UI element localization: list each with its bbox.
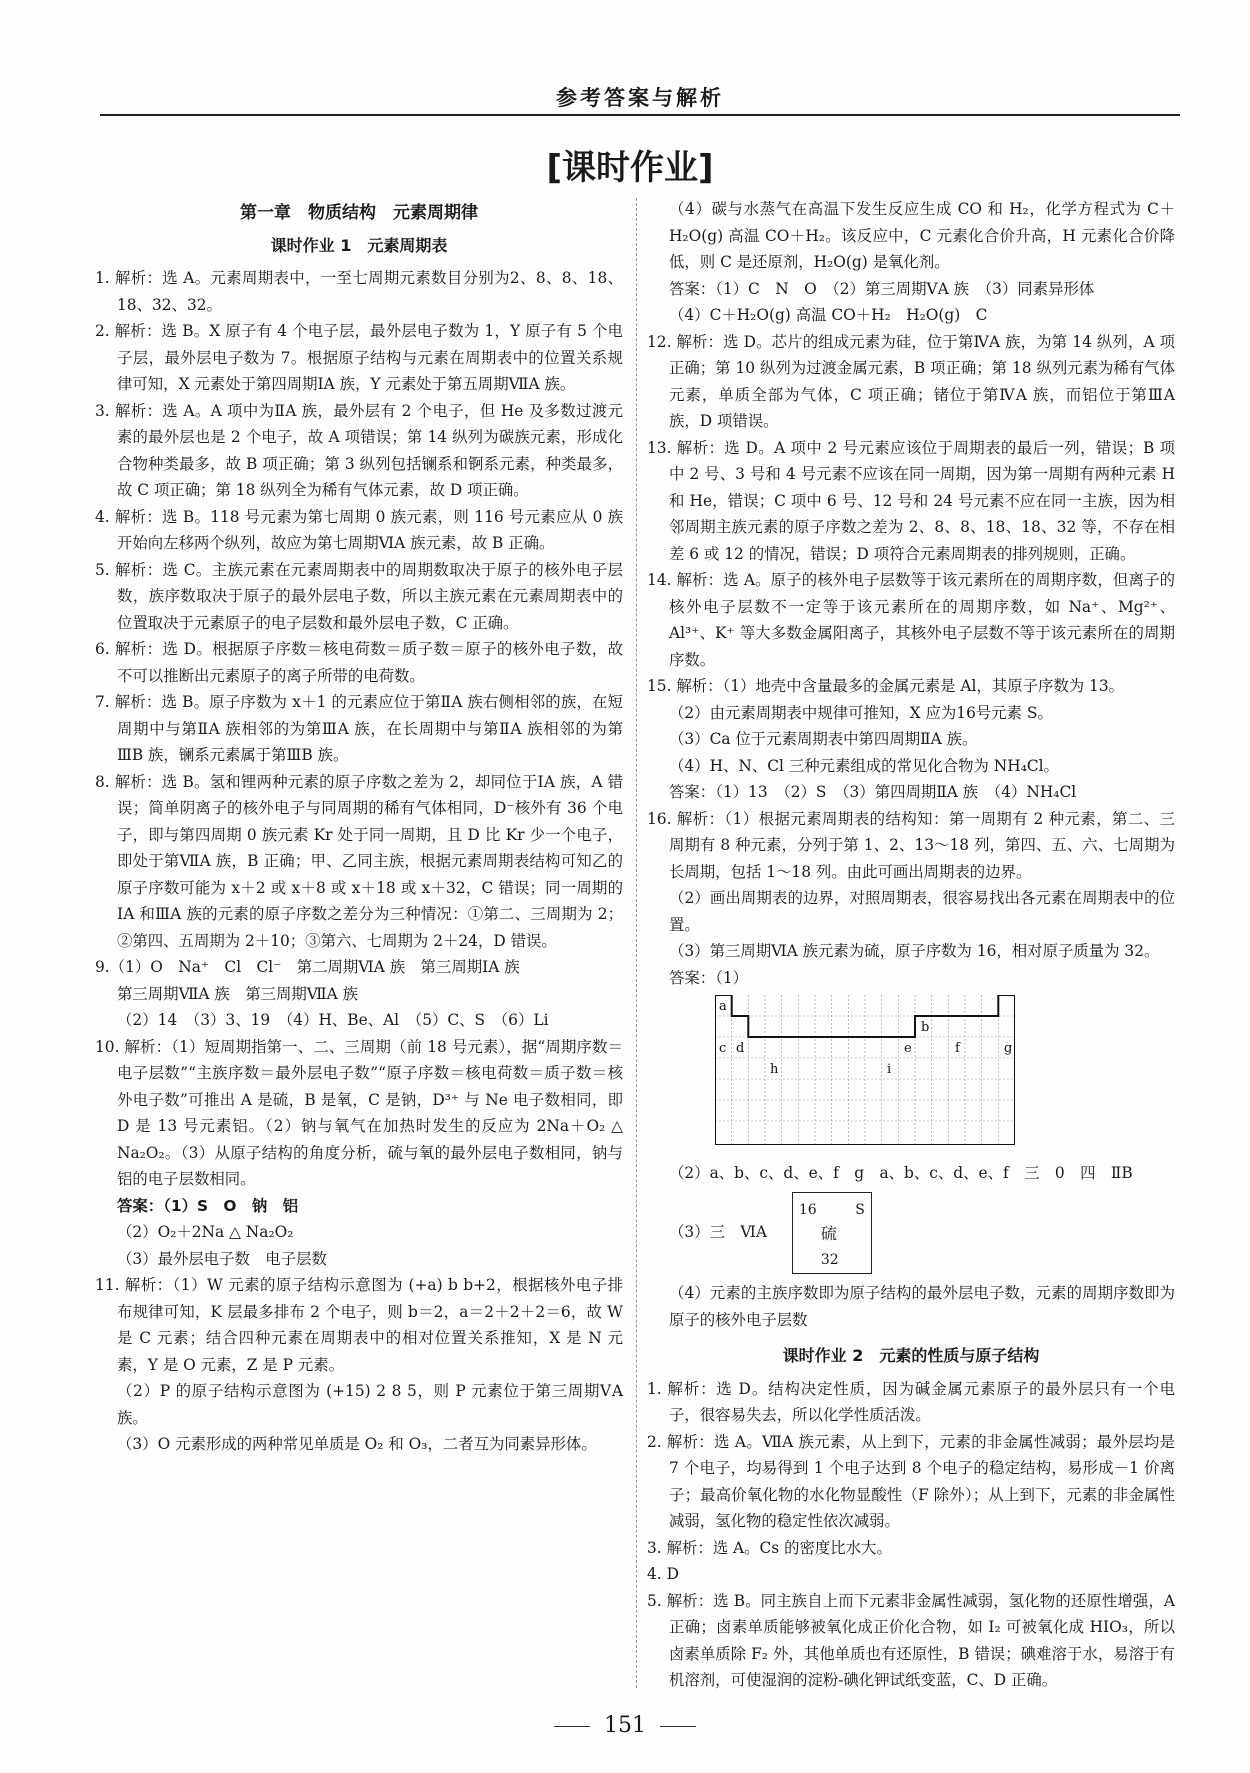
answer-item: 3. 解析：选 A。Cs 的密度比水大。 [647,1538,892,1557]
answer-item: 10. 解析：（1）短周期指第一、二、三周期（前 18 号元素），据“周期序数＝电子层数”“主族序数＝最外层电子数”“原子序数＝核电荷数＝质子数＝核外电子数”可推出 A 是硫，B 是氧，C 是钠，D³⁺ 与 Ne 电子数相同，即 D 是 13 号元素铝。（2）钠与氧气在加热时发生的反应为 2Na＋O₂ △ Na₂O₂。（3）从原子结构的角度分析，硫与氧的最外层电子数相同，钠与铝的电子层数相同。 [95,1037,623,1188]
answer-item: （3）第三周期ⅥA 族元素为硫，原子序数为 16，相对原子质量为 32。 [669,942,1160,960]
running-header [100,78,1180,116]
answer-item: （2）O₂＋2Na △ Na₂O₂ [117,1223,294,1241]
answer-item: 5. 解析：选 C。主族元素在元素周期表中的周期数取决于原子的核外电子层数，族序数取决于原子的最外层电子数，所以主族元素在元素周期表中的位置取决于元素原子的电子层数和最外层电子数，C 正确。 [95,560,623,632]
answer-item: 4. 解析：选 B。118 号元素为第七周期 0 族元素，则 116 号元素应从 0 族开始向左移两个纵列，故应为第七周期ⅥA 族元素，故 B 正确。 [95,507,623,552]
answer-item: 答案：（1）C N O （2）第三周期ⅤA 族 （3）同素异形体 [669,279,1095,298]
right-column [647,196,1175,1694]
answer-item: 15. 解析：（1）地壳中含量最多的金属元素是 Al，其原子序数为 13。 [647,677,1125,695]
grid-label-e: e [904,1041,912,1056]
grid-label-a: a [719,999,727,1014]
answer-item: 3. 解析：选 A。A 项中为ⅡA 族，最外层有 2 个电子，但 He 及多数过渡元素的最外层也是 2 个电子，故 A 项错误；第 14 纵列为碳族元素，形成化合物种类最多，故 B 项正确；第 3 纵列包括镧系和锕系元素，种类最多，故 C 项正确；第 18 纵列全为稀有气体元素，故 D 项正确。 [95,401,623,499]
answer-item: 14. 解析：选 A。原子的核外电子层数等于该元素所在的周期序数，但离子的核外电子层数不一定等于该元素所在的周期序数，如 Na⁺、Mg²⁺、Al³⁺、K⁺ 等大多数金属阳离子，其核外电子层数不等于该元素所在的周期序数。 [647,571,1175,669]
page-number-text: 151 [604,1713,646,1738]
element-symbol: S [855,1202,865,1218]
answer-item: 16. 解析：（1）根据元素周期表的结构知：第一周期有 2 种元素，第二、三周期有 8 种元素，分列于第 1、2、13～18 列，第四、五、六、七周期为长周期，包括 1～18 列。由此可画出周期表的边界。 [647,809,1175,881]
answer-item: （2）P 的原子结构示意图为 (+15) 2 8 5，则 P 元素位于第三周期ⅤA 族。 [117,1382,623,1427]
grid-label-h: h [770,1062,779,1077]
atomic-mass: 32 [820,1252,839,1268]
answer-item: 1. 解析：选 A。元素周期表中，一至七周期元素数目分别为2、8、8、18、18、32、32。 [95,269,623,314]
answer-item: 9.（1）O Na⁺ Cl Cl⁻ 第二周期ⅥA 族 第三周期ⅠA 族 [95,958,520,976]
page-dash-right [660,1726,696,1727]
answer-item: 答案：（1）13 （2）S （3）第四周期ⅡA 族 （4）NH₄Cl [669,783,1077,801]
answer-item: （3）O 元素形成的两种常见单质是 O₂ 和 O₃，二者互为同素异形体。 [117,1435,597,1453]
answer-text: （3）三 ⅥA [669,1223,767,1241]
grid-label-c: c [719,1041,727,1056]
answer-item: 12. 解析：选 D。芯片的组成元素为硅，位于第ⅣA 族，为第 14 纵列，A 项正确；第 10 纵列为过渡金属元素，B 项正确；第 18 纵列元素为稀有气体元素，单质全部为气体，C 项正确；锗位于第ⅣA 族，而铝位于第ⅢA 族，D 项错误。 [647,332,1175,430]
answer-item: 2. 解析：选 A。ⅦA 族元素，从上到下，元素的非金属性减弱；最外层均是 7 个电子，均易得到 1 个电子达到 8 个电子的稳定结构，易形成－1 价离子；最高价氧化物的水化物显酸性（F 除外）；从上到下，元素的非金属性减弱，氢化物的稳定性依次减弱。 [647,1432,1175,1530]
answer-item: 4. D [647,1565,679,1583]
answer-item: 答案：（1） [669,968,749,987]
banner-title: [课时作业] [546,148,714,188]
answer-item: （4）元素的主族序数即为原子结构的最外层电子数，元素的周期序数即为原子的核外电子层数 [669,1284,1175,1329]
answer-item: 答案：（1）S O 钠 铝 [117,1196,299,1215]
answer-item: （2）a、b、c、d、e、f g a、b、c、d、e、f 三 0 四 ⅡB [669,1163,1133,1182]
answer-item: （3）Ca 位于元素周期表中第四周期ⅡA 族。 [669,730,978,748]
answer-item: （2）14 （3）3、19 （4）H、Be、Al （5）C、S （6）Li [117,1011,549,1029]
answer-item-with-box [647,1192,1175,1274]
page-number [0,1713,1250,1738]
header-rule [100,114,1180,116]
grid-label-i: i [887,1062,892,1077]
answer-item: （3）最外层电子数 电子层数 [117,1249,327,1268]
element-name: 硫 [820,1224,837,1243]
answer-item: 7. 解析：选 B。原子序数为 x＋1 的元素应位于第ⅡA 族右侧相邻的族，在短周期中与第ⅡA 族相邻的为第ⅢA 族，在长周期中与第ⅡA 族相邻的为第ⅢB 族，镧系元素属于第ⅢB 族。 [95,693,623,764]
sulfur-element-box [792,1192,872,1274]
answer-item: （4）H、N、Cl 三种元素组成的常见化合物为 NH₄Cl。 [669,756,1059,775]
answer-item: 第三周期ⅦA 族 第三周期ⅦA 族 [117,984,359,1003]
grid-label-b: b [921,1020,930,1035]
answer-item: （2）由元素周期表中规律可推知，X 应为16号元素 S。 [669,703,1053,722]
answer-item: 1. 解析：选 D。结构决定性质，因为碱金属元素原子的最外层只有一个电子，很容易失去，所以化学性质活泼。 [647,1379,1175,1424]
answer-item: 13. 解析：选 D。A 项中 2 号元素应该位于周期表的最后一列，错误；B 项中 2 号、3 号和 4 号元素不应该在同一周期，因为第一周期有两种元素 H 和 He，错误；C 项中 6 号、12 号和 24 号元素不应在同一主族，因为相邻周期主族元素的原子序数之差为 2、8、8、18、18、32 等，不存在相差 6 或 12 的情况，错误；D 项符合元素周期表的排列规则，正确。 [647,438,1175,563]
answer-item: （4）碳与水蒸气在高温下发生反应生成 CO 和 H₂，化学方程式为 C＋H₂O(g) 高温 CO＋H₂。该反应中，C 元素化合价升高，H 元素化合价降低，则 C 是还原剂，H₂O(g) 是氧化剂。 [669,200,1175,271]
section-title: 课时作业 2 元素的性质与原子结构 [782,1346,1040,1365]
answer-item: 2. 解析：选 B。X 原子有 4 个电子层，最外层电子数为 1，Y 原子有 5 个电子层，最外层电子数为 7。根据原子结构与元素在周期表中的位置关系规律可知，X 元素处于第四周期ⅠA 族，Y 元素处于第五周期ⅦA 族。 [95,322,623,393]
grid-label-g: g [1004,1041,1013,1056]
atomic-number: 16 [798,1202,817,1218]
page-dash-left [554,1726,590,1727]
grid-label-f: f [955,1041,960,1056]
answer-item: （2）画出周期表的边界，对照周期表，很容易找出各元素在周期表中的位置。 [669,889,1175,934]
answer-item: 5. 解析：选 B。同主族自上而下元素非金属性减弱，氢化物的还原性增强，A 正确；卤素单质能够被氧化成正价化合物，如 I₂ 可被氧化成 HIO₃，所以卤素单质除 F₂ 外，其他单质也有还原性，B 错误；碘难溶于水，易溶于有机溶剂，可使湿润的淀粉-碘化钾试纸变蓝，C、D 正确。 [647,1591,1175,1689]
periodic-table-outline [715,995,1015,1145]
section-title: 课时作业 1 元素周期表 [270,235,448,255]
column-divider [636,198,637,1688]
answer-item: 8. 解析：选 B。氢和锂两种元素的原子序数之差为 2，却同位于ⅠA 族，A 错误；简单阴离子的核外电子与同周期的稀有气体相同，D⁻核外有 36 个电子，即与第四周期 0 族元素 Kr 处于同一周期，且 D 比 Kr 少一个电子，即处于第ⅦA 族，B 正确；甲、乙同主族，根据元素周期表结构可知乙的原子序数可能为 x＋2 或 x＋8 或 x＋18 或 x＋32，C 错误；同一周期的ⅠA 和ⅢA 族的元素的原子序数之差分为三种情况：①第二、三周期为 2；②第四、五周期为 2＋10；③第六、七周期为 2＋24，D 错误。 [95,772,623,950]
answer-item: 11. 解析：（1）W 元素的原子结构示意图为 (+a) b b+2，根据核外电子排布规律可知，K 层最多排布 2 个电子，则 b＝2，a＝2＋2＋2＝6，故 W 是 C 元素；结合四种元素在周期表中的相对位置关系推知，X 是 N 元素，Y 是 O 元素，Z 是 P 元素。 [95,1276,623,1374]
grid-label-d: d [736,1041,745,1056]
answer-item: （4）C＋H₂O(g) 高温 CO＋H₂ H₂O(g) C [669,306,988,324]
header-title: 参考答案与解析 [556,86,724,110]
answer-item: 6. 解析：选 D。根据原子序数＝核电荷数＝质子数＝原子的核外电子数，故不可以推断出元素原子的离子所带的电荷数。 [95,640,623,685]
left-column [95,196,623,1458]
chapter-title: 第一章 物质结构 元素周期律 [240,203,478,223]
